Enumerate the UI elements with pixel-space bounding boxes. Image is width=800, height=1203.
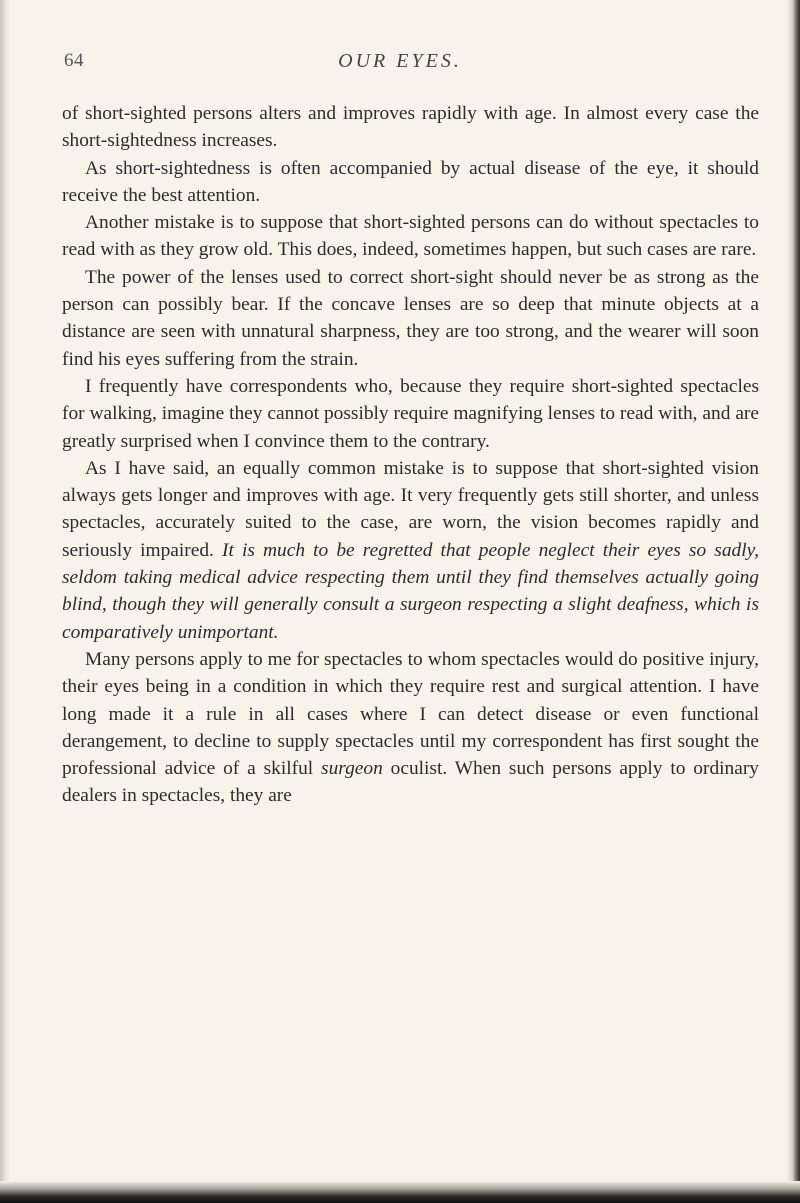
paragraph: [62, 264, 759, 373]
paragraph: [62, 100, 759, 155]
text-run: oculist. When such persons apply to ordinary dealers in spectacles, they are: [62, 758, 759, 807]
body-text: [62, 100, 759, 810]
italic-text-run: surgeon: [321, 758, 383, 780]
text-run: I frequently have correspondents who, because they require short-sighted spectacles for walking, imagine they cannot possibly require magnifying lenses to read with, and are greatly surprised when I convince them to the contrary.: [62, 375, 759, 452]
page-left-edge: [0, 0, 10, 1203]
text-run: of short-sighted persons alters and improves rapidly with age. In almost every case the short-sightedness increases.: [62, 103, 759, 152]
paragraph: [62, 455, 759, 646]
text-run: As short-sightedness is often accompanied by actual disease of the eye, it should receive the best attention.: [62, 157, 759, 206]
page-bottom-edge: [0, 1181, 800, 1203]
page-header: [0, 50, 800, 80]
paragraph: [62, 155, 759, 210]
paragraph: [62, 646, 759, 810]
text-run: Another mistake is to suppose that short-sighted persons can do without spectacles to read with as they grow old. This does, indeed, sometimes happen, but such cases are rare.: [62, 212, 759, 261]
page-right-edge: [786, 0, 800, 1203]
page-number: 64: [64, 50, 84, 71]
text-run: Many persons apply to me for spectacles to whom spectacles would do positive injury, their eyes being in a condition in which they require rest and surgical attention. I have long made it a rule in all cases where I can detect disease or even functional derangement, to decline to supply spectacles until my correspondent has first sought the professional advice of a skilful: [62, 648, 759, 780]
running-head: OUR EYES.: [338, 50, 462, 72]
text-run: The power of the lenses used to correct short-sight should never be as strong as the person can possibly bear. If the concave lenses are so deep that minute objects at a distance are seen with unnatural sharpness, they are too strong, and the wearer will soon find his eyes suffering from the strain.: [62, 266, 759, 370]
text-run: As I have said, an equally common mistake is to suppose that short-sighted vision always gets longer and improves with age. It very frequently gets still shorter, and unless spectacles, accurately suited to the case, are worn, the vision becomes rapidly and seriously impaired.: [62, 457, 759, 561]
paragraph: [62, 373, 759, 455]
paragraph: [62, 209, 759, 264]
italic-text-run: It is much to be regretted that people neglect their eyes so sadly, seldom taking medical advice respecting them until they find themselves actually going blind, though they will generally consult a surgeon respecting a slight deafness, which is comparatively unimportant.: [62, 539, 759, 643]
